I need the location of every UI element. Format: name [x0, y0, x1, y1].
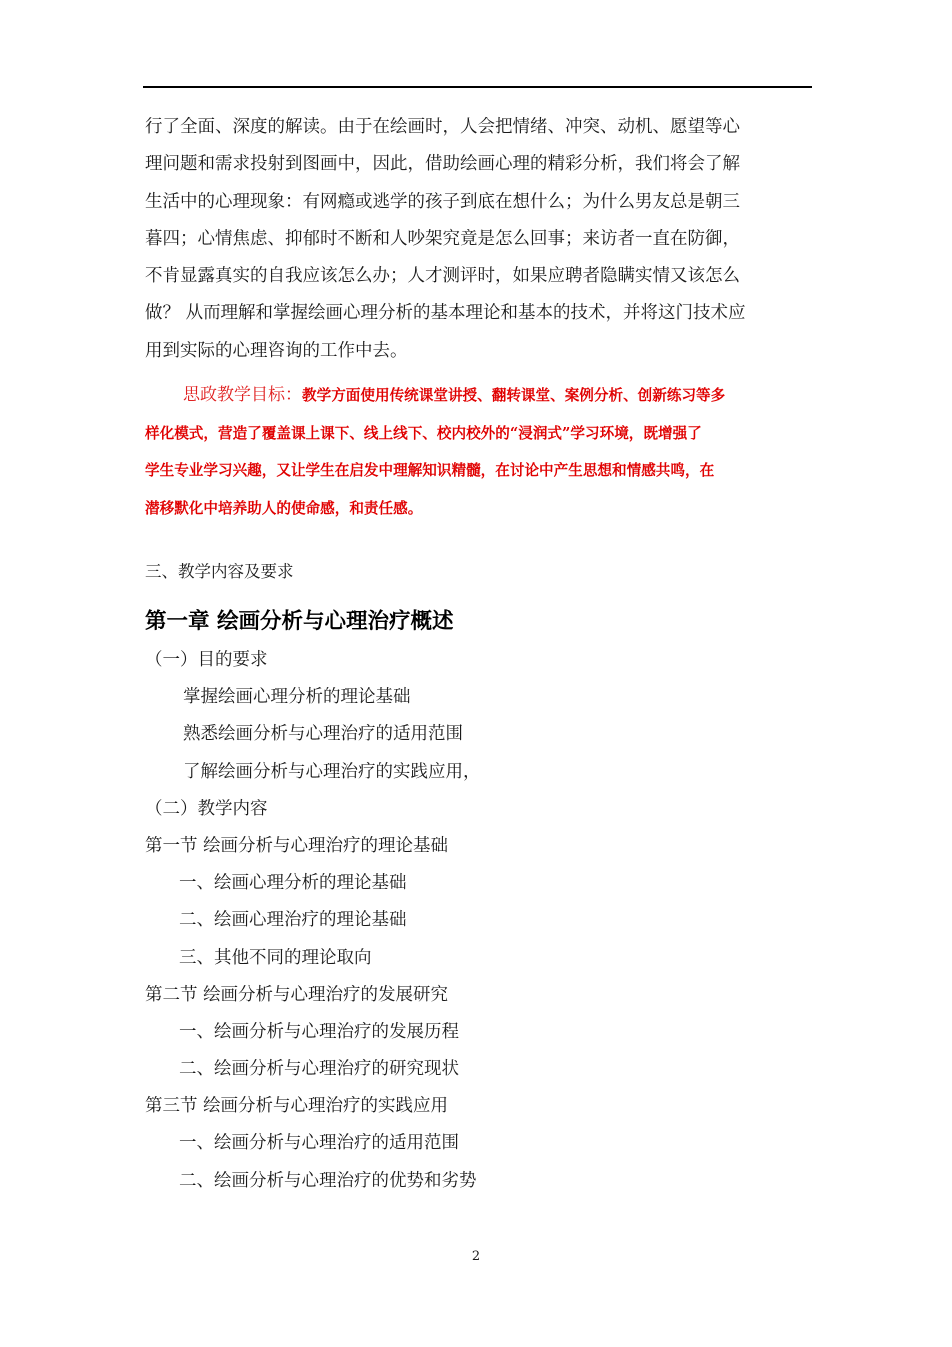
outline-item: 二、绘画心理治疗的理论基础: [179, 910, 407, 931]
outline-item: 二、绘画分析与心理治疗的优势和劣势: [179, 1170, 477, 1191]
outline-item: 熟悉绘画分析与心理治疗的适用范围: [183, 724, 463, 745]
outline-item: 掌握绘画心理分析的理论基础: [183, 687, 411, 708]
header-rule: [143, 86, 812, 88]
page-number: 2: [471, 1249, 481, 1264]
intro-line: 理问题和需求投射到图画中，因此，借助绘画心理的精彩分析，我们将会了解: [145, 154, 740, 175]
intro-line: 暮四；心情焦虑、抑郁时不断和人吵架究竟是怎么回事；来访者一直在防御，: [145, 228, 740, 249]
chapter-outline: [145, 642, 810, 1200]
outline-item: 三、其他不同的理论取向: [179, 947, 372, 968]
outline-item: 了解绘画分析与心理治疗的实践应用，: [183, 761, 481, 782]
outline-item: 第一节 绘画分析与心理治疗的理论基础: [145, 835, 449, 856]
goal-line: 潜移默化中培养助人的使命感，和责任感。: [145, 499, 423, 517]
outline-item: （二）教学内容: [145, 798, 268, 819]
outline-item: 一、绘画心理分析的理论基础: [179, 873, 407, 894]
goal-line: [145, 377, 813, 415]
outline-item: 二、绘画分析与心理治疗的研究现状: [179, 1059, 459, 1080]
outline-item: 第三节 绘画分析与心理治疗的实践应用: [145, 1096, 449, 1117]
goal-line: 样化模式，营造了覆盖课上课下、线上线下、校内校外的“浸润式”学习环境，既增强了: [145, 424, 702, 442]
outline-item: 一、绘画分析与心理治疗的发展历程: [179, 1021, 459, 1042]
goal-label: 思政教学目标：: [183, 385, 302, 405]
intro-line: 不肯显露真实的自我应该怎么办；人才测评时，如果应聘者隐瞒实情又该怎么: [145, 266, 740, 287]
outline-item: 一、绘画分析与心理治疗的适用范围: [179, 1133, 459, 1154]
outline-item: （一）目的要求: [145, 650, 268, 670]
intro-paragraph: [145, 109, 810, 370]
intro-line: 生活中的心理现象：有网瘾或逃学的孩子到底在想什么；为什么男友总是朝三: [145, 191, 740, 212]
intro-line: 用到实际的心理咨询的工作中去。: [145, 340, 408, 361]
intro-line: 做？ 从而理解和掌握绘画心理分析的基本理论和基本的技术，并将这门技术应: [145, 303, 746, 324]
intro-line: 行了全面、深度的解读。由于在绘画时，人会把情绪、冲突、动机、愿望等心: [145, 117, 740, 137]
ideological-goal-paragraph: [145, 377, 813, 527]
chapter-title: 第一章 绘画分析与心理治疗概述: [145, 609, 454, 634]
goal-text: 教学方面使用传统课堂讲授、翻转课堂、案例分析、创新练习等多: [302, 387, 726, 404]
section-heading: 三、教学内容及要求: [145, 562, 294, 581]
goal-line: 学生专业学习兴趣，又让学生在启发中理解知识精髓，在讨论中产生思想和情感共鸣，在: [145, 462, 715, 479]
outline-item: 第二节 绘画分析与心理治疗的发展研究: [145, 984, 449, 1005]
